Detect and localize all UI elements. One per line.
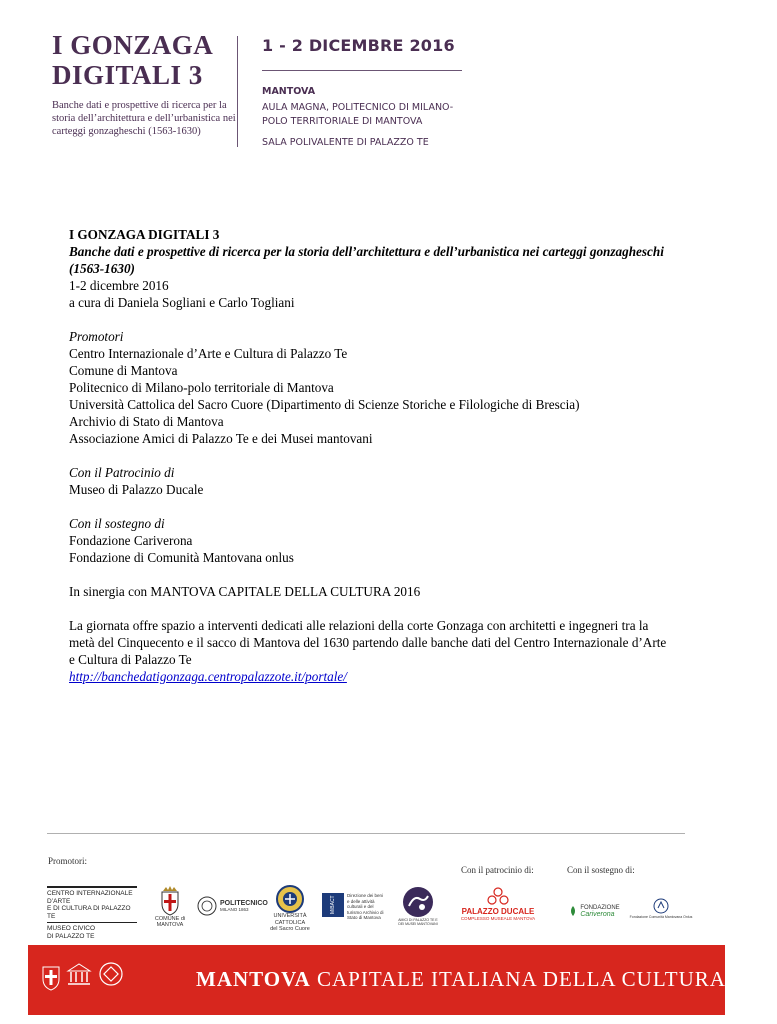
footer-promoters-label: Promotori: xyxy=(48,856,88,866)
doc-date: 1-2 dicembre 2016 xyxy=(69,278,169,293)
description-paragraph: La giornata offre spazio a interventi dedicati alle relazioni della corte Gonzaga con architetti e ingegneri tra la metà del Cinquecento e il sacco di Mantova del 1630 partendo dalle banche dati del Centro Internazionale d’Arte e Cultura di Palazzo Te xyxy=(69,618,667,667)
event-title-line2: DIGITALI 3 xyxy=(52,60,203,90)
logo-text: FONDAZIONE xyxy=(580,904,620,911)
synergy-line: In sinergia con MANTOVA CAPITALE DELLA CULTURA 2016 xyxy=(69,584,421,599)
logo-fondazione-comunita xyxy=(628,896,694,922)
logo-text: MiBACT xyxy=(330,895,336,915)
promoter-item: Politecnico di Milano-polo territoriale di Mantova xyxy=(69,380,334,395)
logo-text: MUSEO CIVICO xyxy=(47,925,96,932)
event-subtitle: Banche dati e prospettive di ricerca per la storia dell’architettura e dell’urbanistica nei carteggi gonzagheschi (1563-1630) xyxy=(52,100,236,137)
logo-text: POLITECNICO xyxy=(220,900,268,907)
mantova-crest-icon xyxy=(40,961,62,991)
event-venue xyxy=(262,101,453,129)
event-venue-line2: POLO TERRITORIALE DI MANTOVA xyxy=(262,116,423,127)
promoter-item: Associazione Amici di Palazzo Te e dei Musei mantovani xyxy=(69,431,373,446)
patronage-item: Museo di Palazzo Ducale xyxy=(69,482,204,497)
promoters-heading: Promotori xyxy=(69,329,124,344)
support-heading: Con il sostegno di xyxy=(69,516,165,531)
logo-text: AMICI DI PALAZZO TE E DEI MUSEI MANTOVANI xyxy=(398,918,438,926)
event-venue-line1: AULA MAGNA, POLITECNICO DI MILANO- xyxy=(262,102,454,113)
spacer xyxy=(69,447,669,464)
promoter-item: Università Cattolica del Sacro Cuore (Dipartimento di Scienze Storiche e Filologiche di Brescia) xyxy=(69,397,580,412)
doc-title: I GONZAGA DIGITALI 3 xyxy=(69,227,220,242)
logo-text: PALAZZO DUCALE xyxy=(461,907,535,916)
logo-text: del Sacro Cuore xyxy=(270,926,310,933)
logo-politecnico xyxy=(197,890,268,922)
footer-divider xyxy=(47,833,685,834)
doc-subtitle: Banche dati e prospettive di ricerca per la storia dell’architettura e dell’urbanistica nei carteggi gonzagheschi (1563-1630) xyxy=(69,244,664,276)
coat-of-arms-icon xyxy=(159,886,181,916)
patronage-heading: Con il Patrocinio di xyxy=(69,465,175,480)
logo-text: Cariverona xyxy=(580,910,615,918)
spacer xyxy=(69,600,669,617)
spacer xyxy=(69,566,669,583)
logo-fondazione-cariverona xyxy=(566,901,622,921)
logo-text: Fondazione Comunità Mantovana Onlus xyxy=(629,914,693,919)
seal-icon xyxy=(276,885,304,913)
logo-palazzo-ducale xyxy=(458,884,538,924)
seal-icon xyxy=(197,896,217,916)
promoter-item: Centro Internazionale d’Arte e Cultura di Palazzo Te xyxy=(69,346,348,361)
logo-amici-palazzo-te xyxy=(396,884,440,928)
seal-icon xyxy=(653,898,669,914)
logo-text: MILANO 1863 xyxy=(220,907,249,912)
document-body xyxy=(69,226,669,685)
footer-support-label: Con il sostegno di: xyxy=(567,865,635,875)
event-date: 1 - 2 DICEMBRE 2016 xyxy=(262,36,455,55)
logo-rule xyxy=(47,922,137,923)
capitale-cultura-banner xyxy=(28,945,777,1015)
doc-curators: a cura di Daniela Sogliani e Carlo Togliani xyxy=(69,295,295,310)
logo-universita-cattolica xyxy=(270,880,310,938)
header-divider-vertical xyxy=(237,36,238,147)
logo-comune-mantova xyxy=(152,884,188,930)
footer-patronage-label: Con il patrocinio di: xyxy=(461,865,534,875)
logo-text: E DI CULTURA DI PALAZZO TE xyxy=(47,905,131,920)
logo-text: CATTOLICA xyxy=(274,919,306,926)
event-city: MANTOVA xyxy=(262,86,316,97)
ducale-mark-icon xyxy=(485,887,511,907)
support-item: Fondazione Cariverona xyxy=(69,533,193,548)
logo-text: CENTRO INTERNAZIONALE D’ARTE xyxy=(47,890,133,905)
seal-icon xyxy=(402,886,434,918)
logo-archivio-stato xyxy=(322,893,386,921)
event-title-line1: I GONZAGA xyxy=(52,30,214,60)
logo-rule xyxy=(47,886,137,888)
logo-text: UNIVERSITÀ xyxy=(273,913,307,920)
logo-text: DI PALAZZO TE xyxy=(47,932,95,940)
leaf-icon xyxy=(568,905,578,917)
mibact-icon xyxy=(322,893,344,917)
spacer xyxy=(69,311,669,328)
banner-title xyxy=(196,967,777,992)
spacer xyxy=(69,498,669,515)
logo-text: COMUNE di MANTOVA xyxy=(154,915,186,928)
support-item: Fondazione di Comunità Mantovana onlus xyxy=(69,550,294,565)
event-venue-secondary: SALA POLIVALENTE DI PALAZZO TE xyxy=(262,137,429,148)
banner-title-rest: CAPITALE ITALIANA DELLA CULTURA 2016 xyxy=(310,967,777,991)
portal-link[interactable]: http://banchedatigonzaga.centropalazzote.it/portale/ xyxy=(69,669,347,684)
logo-text: Direzione dei beni e delle attività culturali e del turismo Archivio di Stato di Mantova xyxy=(347,893,384,920)
event-title-logo xyxy=(52,30,213,90)
logo-text: COMPLESSO MUSEALE MANTOVA xyxy=(460,916,536,921)
banner-title-bold: MANTOVA xyxy=(196,967,311,991)
promoter-item: Comune di Mantova xyxy=(69,363,178,378)
unesco-icon xyxy=(66,961,92,987)
header-divider-horizontal xyxy=(262,70,462,71)
promoter-item: Archivio di Stato di Mantova xyxy=(69,414,224,429)
logo-centro-palazzo-te xyxy=(47,886,139,940)
heritage-emblem-icon xyxy=(98,961,124,987)
